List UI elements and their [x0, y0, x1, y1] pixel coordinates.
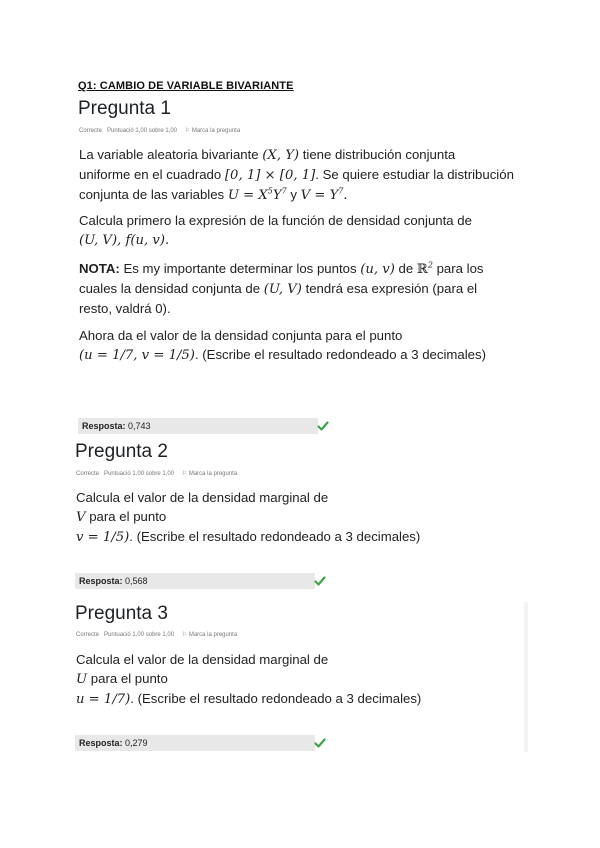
answer-field-2: Resposta: 0,568 [75, 573, 315, 589]
question-3-score: Puntuació 1,00 sobre 1,00 [104, 632, 175, 638]
answer-field-3: Resposta: 0,279 [75, 735, 315, 751]
question-1-score: Puntuació 1,00 sobre 1,00 [107, 128, 178, 134]
question-1-ask: Ahora da el valor de la densidad conjunta para el punto (u = 1/7, v = 1/5). (Escribe el resultado redondeado a 3 decimales) [79, 328, 486, 363]
question-1-instruction: Calcula primero la expresión de la función de densidad conjunta de (U, V), f(u, v). [79, 213, 472, 248]
flag-icon: ⚐ [181, 471, 188, 477]
question-2-title: Pregunta 2 [75, 441, 168, 462]
flag-question-2-link[interactable]: ⚐ Marca la pregunta [181, 471, 238, 477]
flag-question-1-link[interactable]: ⚐ Marca la pregunta [184, 128, 241, 134]
answer-value-1: 0,743 [128, 421, 151, 431]
correct-check-icon [317, 420, 329, 432]
flag-icon: ⚐ [181, 632, 188, 638]
question-1-note: NOTA: Es my importante determinar los puntos (u, v) de ℝ$^2$ para los cuales la densidad conjunta de (U, V) tendrá esa expresión (para el resto, valdrá 0). [79, 260, 484, 316]
question-3-statement: Calcula el valor de la densidad marginal de U para el punto u = 1/7). (Escribe el resultado redondeado a 3 decimales) [76, 652, 422, 707]
correct-check-icon [314, 737, 326, 749]
question-1-status: Correcte [79, 128, 103, 134]
question-2-status: Correcte [76, 471, 100, 477]
flag-question-3-link[interactable]: ⚐ Marca la pregunta [181, 632, 238, 638]
answer-value-3: 0,279 [125, 738, 148, 748]
question-1-title: Pregunta 1 [78, 98, 171, 119]
page-edge-shadow [524, 602, 528, 752]
question-3-title: Pregunta 3 [75, 603, 168, 624]
question-3-status: Correcte [76, 632, 100, 638]
correct-check-icon [314, 575, 326, 587]
question-1-meta [79, 127, 240, 134]
question-2-statement: Calcula el valor de la densidad marginal de V para el punto v = 1/5). (Escribe el resultado redondeado a 3 decimales) [76, 490, 421, 545]
question-1-statement: La variable aleatoria bivariante (X, Y) tiene distribución conjunta uniforme en el cuadrado [0, 1] × [0, 1]. Se quiere estudiar la distribución conjunta de las variables $U = X^5Y^7$ y $V = Y^7$. [79, 147, 514, 203]
question-3-meta [76, 631, 237, 638]
flag-icon: ⚐ [184, 128, 191, 134]
question-2-meta [76, 470, 237, 477]
answer-value-2: 0,568 [125, 576, 148, 586]
page-title: Q1: CAMBIO DE VARIABLE BIVARIANTE [78, 80, 294, 92]
answer-field-1: Resposta: 0,743 [78, 418, 318, 434]
question-2-score: Puntuació 1,00 sobre 1,00 [104, 471, 175, 477]
